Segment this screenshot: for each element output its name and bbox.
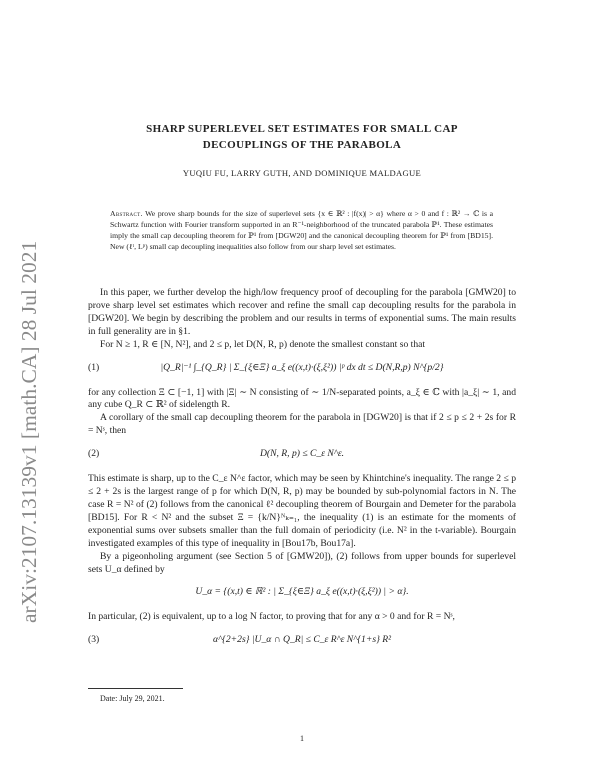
equation-3-math: α^{2+2s} |U_α ∩ Q_R| ≤ C_ε R^ε N^{1+s} R² <box>212 634 392 646</box>
authors: YUQIU FU, LARRY GUTH, AND DOMINIQUE MALDAGUE <box>182 168 422 178</box>
paragraph-6: By a pigeonholing argument (see Section 5 of [GMW20]), (2) follows from upper bounds for superlevel sets U_α defined by <box>88 550 516 575</box>
paragraph-3: for any collection Ξ ⊂ [−1, 1] with |Ξ| ∼ N consisting of ∼ 1/N-separated points, a_ξ ∈ ℂ with |a_ξ| ∼ 1, and any cube Q_R ⊂ ℝ² of sidelength R. <box>88 386 516 411</box>
equation-1-math: |Q_R|⁻¹ ∫_{Q_R} | Σ_{ξ∈Ξ} a_ξ e((x,t)·(ξ,ξ²)) |ᵖ dx dt ≤ D(N,R,p) N^{p/2} <box>160 361 444 373</box>
abstract-text: We prove sharp bounds for the size of superlevel sets {x ∈ ℝ² : |f(x)| > α} where α > 0 and f : ℝ² → ℂ is a Schwartz function with Fourier transform supported in an R⁻¹-neighborhood of the truncated parabola ℙ¹. These estimates imply the small cap decoupling theorem for ℙ¹ from [DGW20] and the canonical decoupling theorem for ℙ¹ from [BD15]. New (ℓᵗ, Lᵖ) small cap decoupling inequalities also follow from our sharp level set estimates. <box>110 209 493 251</box>
equation-1 <box>88 357 516 381</box>
paragraph-7: In particular, (2) is equivalent, up to a log N factor, to proving that for any α > 0 and for R = Nˢ, <box>88 611 455 623</box>
equation-1-number: (1) <box>88 361 100 373</box>
equation-3 <box>88 629 516 653</box>
paragraph-2: For N ≥ 1, R ∈ [N, N²], and 2 ≤ p, let D(N, R, p) denote the smallest constant so that <box>100 338 426 350</box>
paper-title <box>88 121 516 153</box>
equation-u-math: U_α = {(x,t) ∈ ℝ² : | Σ_{ξ∈Ξ} a_ξ e((x,t)·(ξ,ξ²)) | > α}. <box>195 586 409 598</box>
svg-text:arXiv:2107.13139v1 [math.CA]: arXiv:2107.13139v1 [math.CA] 28 Jul 2021 <box>17 240 41 623</box>
footnote-rule <box>88 688 183 689</box>
equation-u <box>88 581 516 605</box>
footnote: Date: July 29, 2021. <box>100 694 165 703</box>
equation-2-math: D(N, R, p) ≤ C_ε N^ε. <box>259 448 345 460</box>
paragraph-4: A corollary of the small cap decoupling theorem for the parabola in [DGW20] is that if 2 ≤ p ≤ 2 + 2s for R = Nˢ, then <box>88 412 516 437</box>
arxiv-stamp <box>8 185 48 625</box>
equation-2-number: (2) <box>88 448 100 460</box>
equation-3-number: (3) <box>88 634 100 646</box>
abstract <box>110 209 493 253</box>
paragraph-5: This estimate is sharp, up to the C_ε N^ε factor, which may be seen by Khintchine's inequality. The range 2 ≤ p ≤ 2 + 2s is the largest range of p for which D(N, R, p) may be bounded by sub-polynomial factors in N. The case R = N² of (2) follows from the canonical ℓ² decoupling theorem of Bourgain and Demeter for the parabola [BD15]. For R < N² and the subset Ξ = {k/N}ᴺₖ₌₁, the inequality (1) is an estimate for the moments of exponential sums over subsets smaller than the full domain of periodicity (i.e. N² in the t-variable). Bourgain investigated examples of this type of inequality in [Bou17b, Bou17a]. <box>88 473 516 549</box>
title-line-2: DECOUPLINGS OF THE PARABOLA <box>202 139 402 151</box>
equation-2 <box>88 443 516 467</box>
paragraph-1: In this paper, we further develop the high/low frequency proof of decoupling for the parabola [GMW20] to prove sharp level set estimates which recover and refine the small cap decoupling results for the parabola in [DGW20]. We begin by describing the problem and our results in terms of exponential sums. The main results in full generality are in §1. <box>88 287 516 337</box>
abstract-label: Abstract. <box>110 209 143 218</box>
title-line-1: SHARP SUPERLEVEL SET ESTIMATES FOR SMALL CAP <box>146 123 458 135</box>
page-number: 1 <box>300 734 304 743</box>
main-text <box>88 287 516 659</box>
